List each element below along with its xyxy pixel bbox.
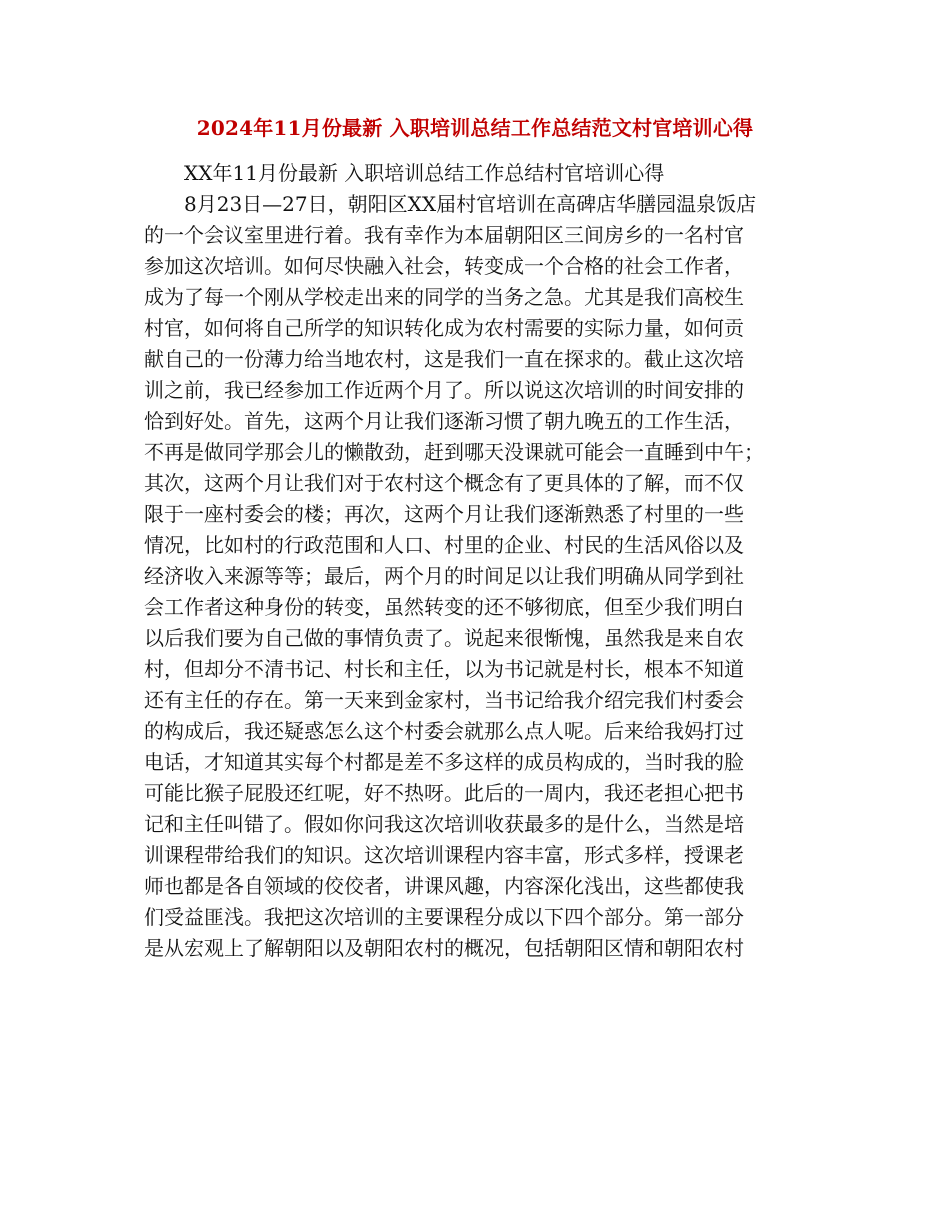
document-title: 2024年11月份最新 入职培训总结工作总结范文村官培训心得 (196, 116, 754, 140)
body-line: 限于一座村委会的楼；再次，这两个月让我们逐渐熟悉了村里的一些 (144, 502, 744, 526)
body-line: 会工作者这种身份的转变，虽然转变的还不够彻底，但至少我们明白 (144, 595, 744, 619)
body-line: 不再是做同学那会儿的懒散劲，赶到哪天没课就可能会一直睡到中午； (144, 440, 764, 464)
body-line: 参加这次培训。如何尽快融入社会，转变成一个合格的社会工作者， (144, 254, 744, 278)
body-line: 其次，这两个月让我们对于农村这个概念有了更具体的了解，而不仅 (144, 471, 744, 495)
body-line: 电话，才知道其实每个村都是差不多这样的成员构成的，当时我的脸 (144, 750, 744, 774)
body-line: 记和主任叫错了。假如你问我这次培训收获最多的是什么，当然是培 (144, 812, 744, 836)
body-line: 以后我们要为自己做的事情负责了。说起来很惭愧，虽然我是来自农 (144, 626, 744, 650)
body-line: 师也都是各自领域的佼佼者，讲课风趣，内容深化浅出，这些都使我 (144, 874, 744, 898)
body-line: 村，但却分不清书记、村长和主任，以为书记就是村长，根本不知道 (144, 657, 744, 681)
body-line: 们受益匪浅。我把这次培训的主要课程分成以下四个部分。第一部分 (144, 905, 744, 929)
body-line: 情况，比如村的行政范围和人口、村里的企业、村民的生活风俗以及 (144, 533, 744, 557)
body-line: 的构成后，我还疑惑怎么这个村委会就那么点人呢。后来给我妈打过 (144, 719, 744, 743)
body-line: 成为了每一个刚从学校走出来的同学的当务之急。尤其是我们高校生 (144, 285, 744, 309)
body-line: 训课程带给我们的知识。这次培训课程内容丰富，形式多样，授课老 (144, 843, 744, 867)
body-line: 可能比猴子屁股还红呢，好不热呀。此后的一周内，我还老担心把书 (144, 781, 744, 805)
document-body (144, 158, 804, 964)
body-line: 恰到好处。首先，这两个月让我们逐渐习惯了朝九晚五的工作生活， (144, 409, 744, 433)
body-line: 训之前，我已经参加工作近两个月了。所以说这次培训的时间安排的 (144, 378, 744, 402)
body-line: 还有主任的存在。第一天来到金家村，当书记给我介绍完我们村委会 (144, 688, 744, 712)
body-line: 献自己的一份薄力给当地农村，这是我们一直在探求的。截止这次培 (144, 347, 744, 371)
body-line: 村官，如何将自己所学的知识转化成为农村需要的实际力量，如何贡 (144, 316, 744, 340)
body-line: 是从宏观上了解朝阳以及朝阳农村的概况，包括朝阳区情和朝阳农村 (144, 936, 744, 960)
body-line: 的一个会议室里进行着。我有幸作为本届朝阳区三间房乡的一名村官 (144, 223, 744, 247)
body-line: 经济收入来源等等；最后，两个月的时间足以让我们明确从同学到社 (144, 564, 744, 588)
body-line: XX年11月份最新 入职培训总结工作总结村官培训心得 (184, 161, 665, 185)
body-line: 8月23日—27日，朝阳区XX届村官培训在高碑店华膳园温泉饭店 (184, 192, 757, 216)
